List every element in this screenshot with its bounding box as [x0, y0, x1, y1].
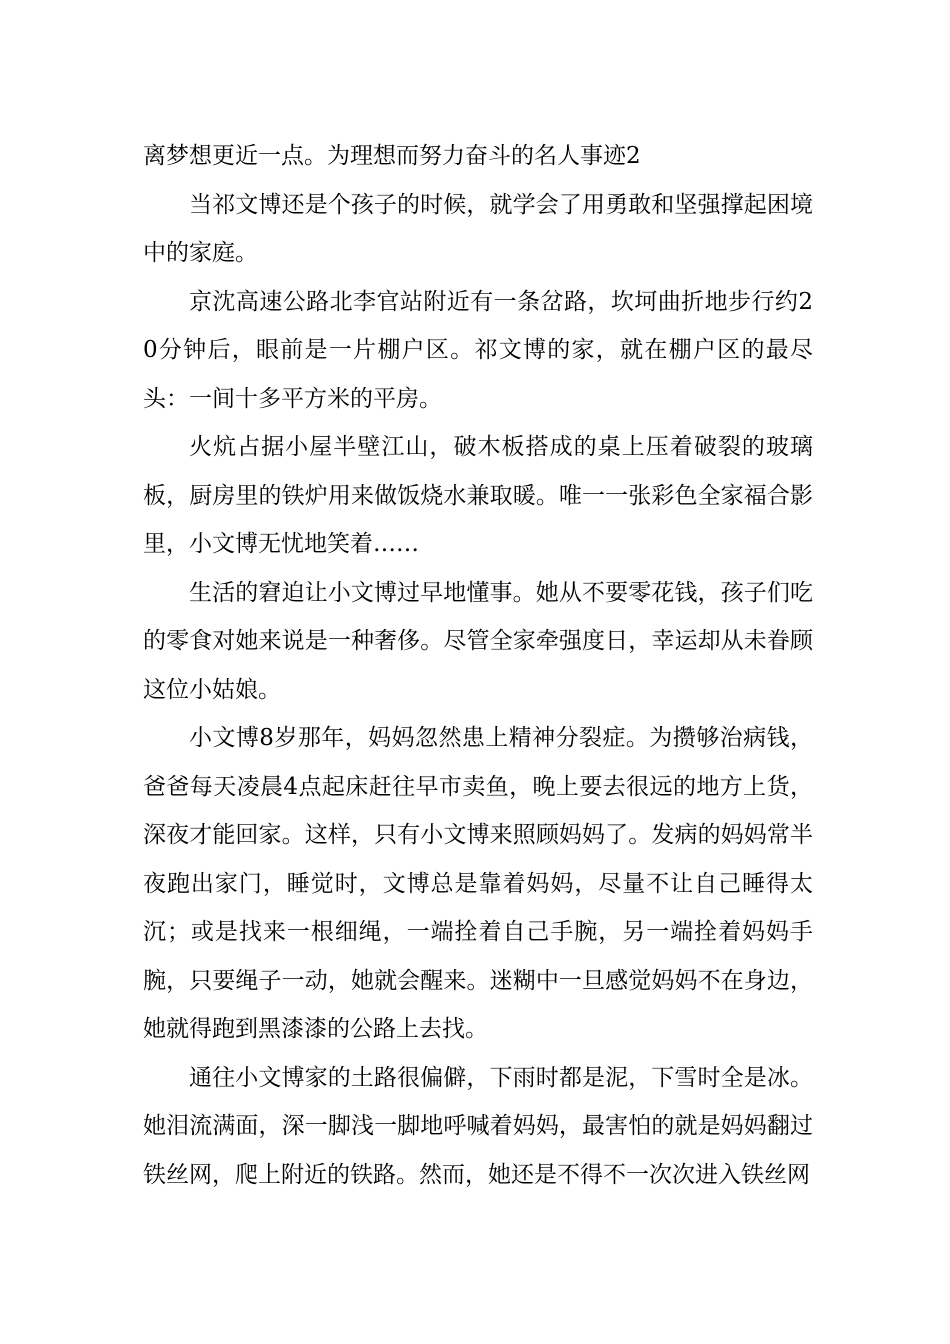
paragraph-continuation: 离梦想更近一点。为理想而努力奋斗的名人事迹2	[143, 143, 641, 169]
paragraph: 生活的窘迫让小文博过早地懂事。她从不要零花钱，孩子们吃的零食对她来说是一种奢侈。尽管全家牵强度日，幸运却从未眷顾这位小姑娘。	[143, 579, 813, 703]
paragraph: 火炕占据小屋半壁江山，破木板搭成的桌上压着破裂的玻璃板，厨房里的铁炉用来做饭烧水兼取暖。唯一一张彩色全家福合影里，小文博无忧地笑着……	[143, 434, 813, 557]
paragraph: 小文博8岁那年，妈妈忽然患上精神分裂症。为攒够治病钱，爸爸每天凌晨4点起床赶往早市卖鱼，晚上要去很远的地方上货，深夜才能回家。这样，只有小文博来照顾妈妈了。发病的妈妈常半夜跑出家门，睡觉时，文博总是靠着妈妈，尽量不让自己睡得太沉；或是找来一根细绳，一端拴着自己手腕，另一端拴着妈妈手腕，只要绳子一动，她就会醒来。迷糊中一旦感觉妈妈不在身边，她就得跑到黑漆漆的公路上去找。	[143, 725, 813, 1042]
paragraph: 通往小文博家的土路很偏僻，下雨时都是泥，下雪时全是冰。她泪流满面，深一脚浅一脚地呼喊着妈妈，最害怕的就是妈妈翻过铁丝网，爬上附近的铁路。然而，她还是不得不一次次进入铁丝网	[143, 1064, 813, 1188]
document-body	[143, 132, 813, 1199]
paragraph: 当祁文博还是个孩子的时候，就学会了用勇敢和坚强撑起困境中的家庭。	[143, 191, 813, 266]
paragraph: 京沈高速公路北李官站附近有一条岔路，坎坷曲折地步行约20分钟后，眼前是一片棚户区。祁文博的家，就在棚户区的最尽头：一间十多平方米的平房。	[143, 288, 813, 412]
